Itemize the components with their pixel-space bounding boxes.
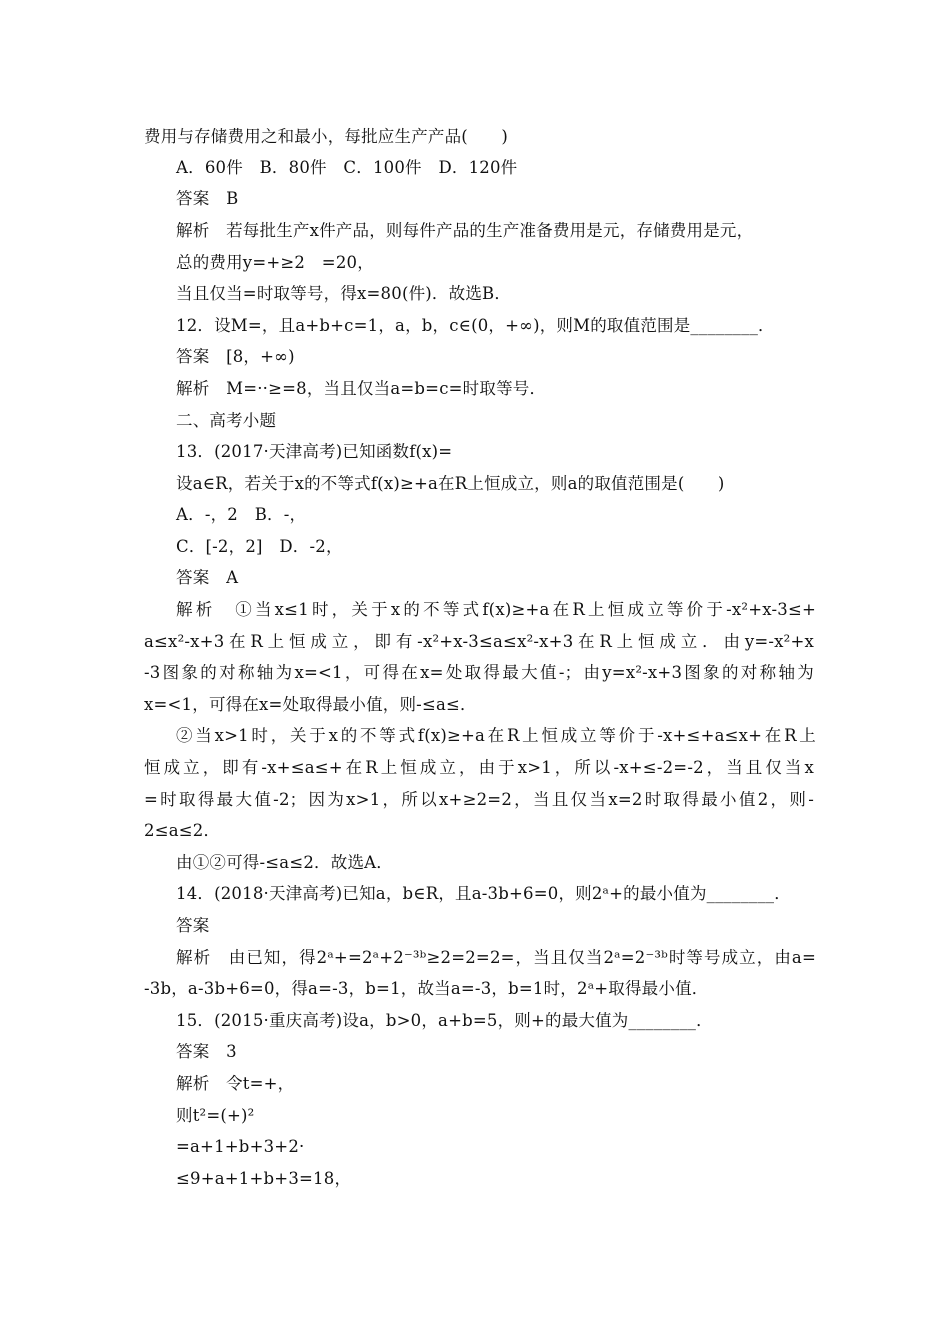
answer-line: 答案 A xyxy=(176,568,239,587)
text-line: 则t²=(+)² xyxy=(176,1106,255,1125)
analysis-line: 解析 令t=+， xyxy=(176,1074,295,1093)
text-line: 2≤a≤2． xyxy=(144,821,221,840)
text-line: 恒成立，即有-x+≤a≤+在R上恒成立，由于x>1，所以-x+≤-2=-2，当且仅当x xyxy=(144,758,814,777)
section-heading: 二、高考小题 xyxy=(176,411,277,430)
text-line: 由①②可得-≤a≤2．故选A． xyxy=(176,853,393,872)
choice-line: A．60件 B．80件 C．100件 D．120件 xyxy=(176,158,518,177)
choice-line: C．[-2，2] D．-2， xyxy=(176,537,343,556)
text-line: 设a∈R，若关于x的不等式f(x)≥+a在R上恒成立，则a的取值范围是( ) xyxy=(176,474,725,493)
text-line: 当且仅当=时取等号，得x=80(件)．故选B． xyxy=(176,284,512,303)
answer-line: 答案 B xyxy=(176,189,239,208)
text-line: 费用与存储费用之和最小，每批应生产产品( ) xyxy=(144,127,508,146)
text-line: 总的费用y=+≥2 =20， xyxy=(176,253,374,272)
text-line: ②当x>1时，关于x的不等式f(x)≥+a在R上恒成立等价于-x+≤+a≤x+在R上 xyxy=(176,726,816,745)
text-line: =a+1+b+3+2· xyxy=(176,1137,305,1156)
text-line: a≤x²-x+3在R上恒成立，即有-x²+x-3≤a≤x²-x+3在R上恒成立．由y=-x²+x xyxy=(144,632,814,651)
analysis-line: 解析 由已知，得2ᵃ+=2ᵃ+2⁻³ᵇ≥2=2=2=，当且仅当2ᵃ=2⁻³ᵇ时等号成立，由a= xyxy=(176,948,816,967)
answer-line: 答案 3 xyxy=(176,1042,237,1061)
question-14: 14．(2018·天津高考)已知a，b∈R，且a-3b+6=0，则2ᵃ+的最小值为________． xyxy=(176,884,791,903)
analysis-line: 解析 M=··≥=8，当且仅当a=b=c=时取等号． xyxy=(176,379,547,398)
text-line: x=<1，可得在x=处取得最小值，则-≤a≤． xyxy=(144,695,477,714)
text-line: -3b，a-3b+6=0，得a=-3，b=1，故当a=-3，b=1时，2ᵃ+取得最小值． xyxy=(144,979,709,998)
answer-line: 答案 xyxy=(176,916,210,935)
question-12: 12．设M=，且a+b+c=1，a，b，c∈(0，+∞)，则M的取值范围是________． xyxy=(176,316,775,335)
choice-line: A．-，2 B．-， xyxy=(176,505,307,524)
question-13: 13．(2017·天津高考)已知函数f(x)= xyxy=(176,442,453,461)
question-15: 15．(2015·重庆高考)设a，b>0，a+b=5，则+的最大值为________． xyxy=(176,1011,713,1030)
text-line: =时取得最大值-2；因为x>1，所以x+≥2=2，当且仅当x=2时取得最小值2，则- xyxy=(144,790,814,809)
analysis-line: 解析 若每批生产x件产品，则每件产品的生产准备费用是元，存储费用是元， xyxy=(176,221,754,240)
answer-line: 答案 [8，+∞) xyxy=(176,347,295,366)
text-line: ≤9+a+1+b+3=18， xyxy=(176,1169,352,1188)
text-line: -3图象的对称轴为x=<1，可得在x=处取得最大值-；由y=x²-x+3图象的对称轴为 xyxy=(144,663,814,682)
analysis-line: 解析 ①当x≤1时，关于x的不等式f(x)≥+a在R上恒成立等价于-x²+x-3≤+ xyxy=(176,600,816,619)
